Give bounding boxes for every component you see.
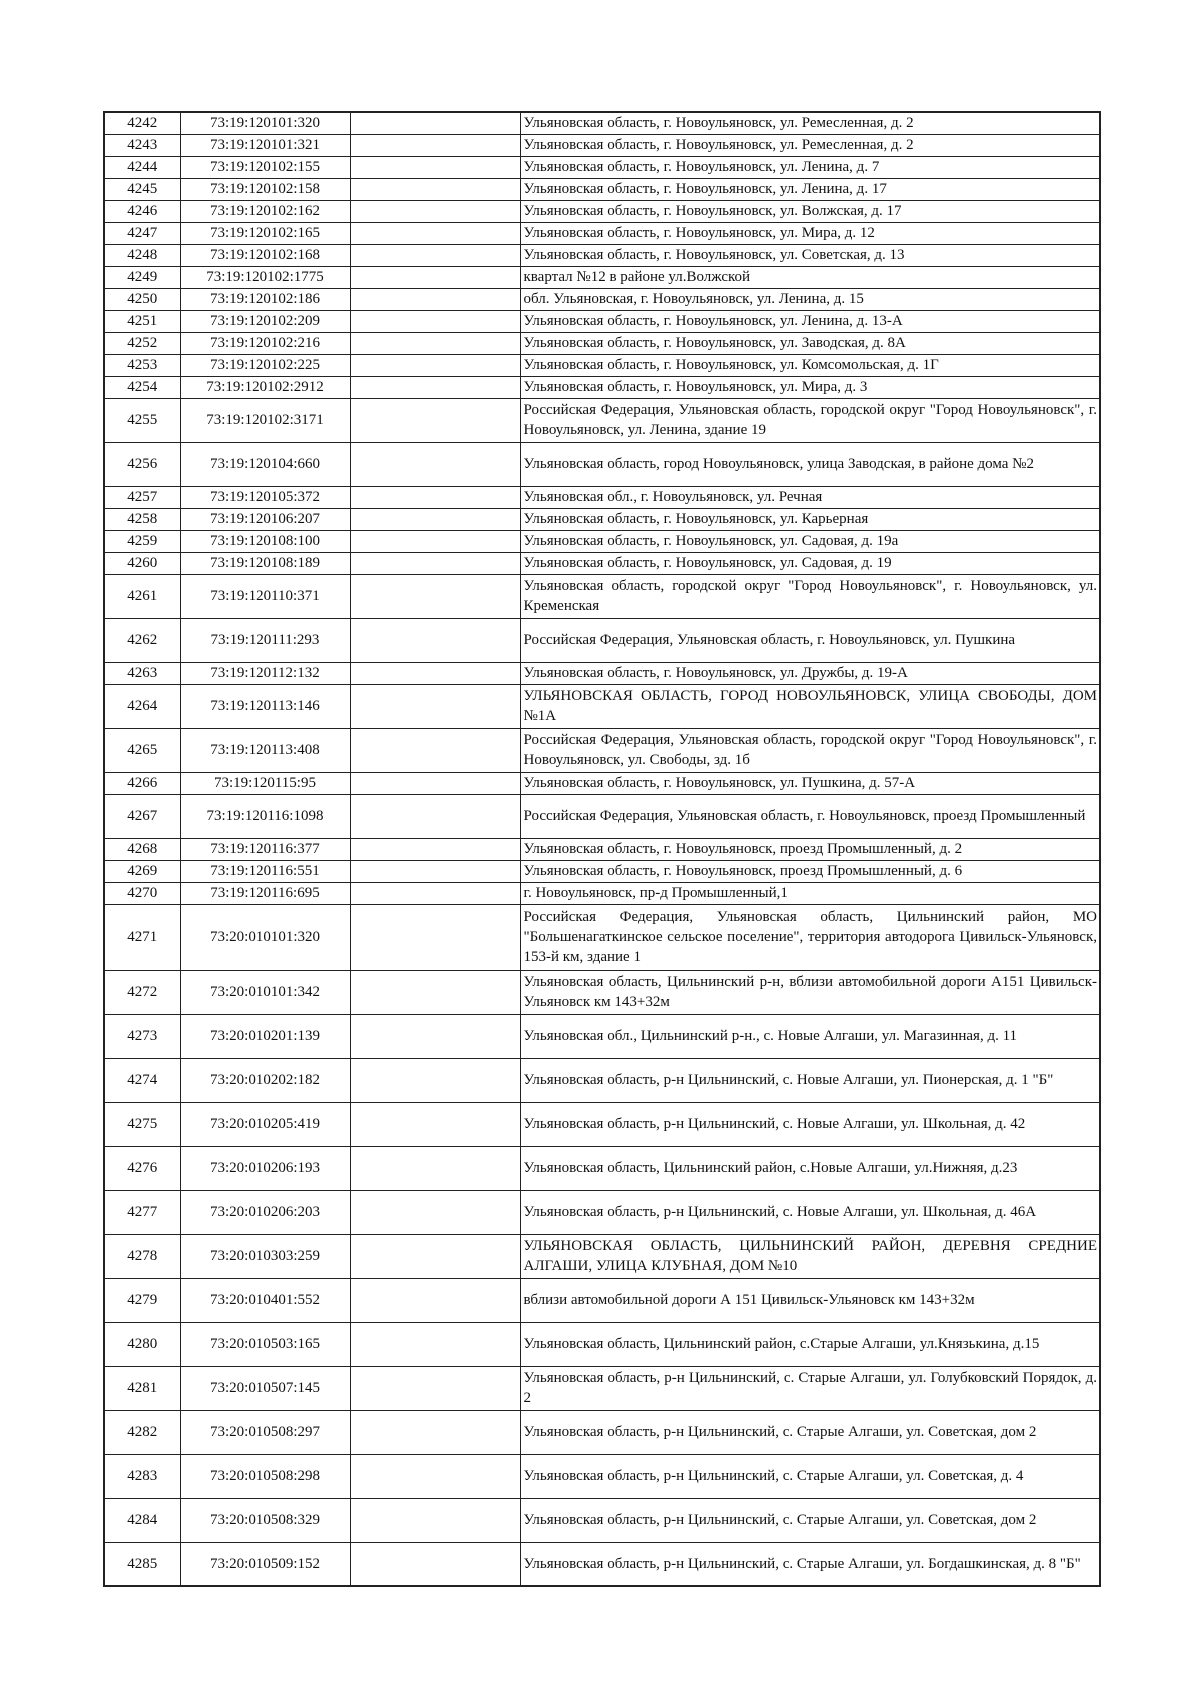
table-row	[104, 1014, 1100, 1058]
address-cell: квартал №12 в районе ул.Волжской	[520, 266, 1100, 288]
row-number-cell: 4279	[104, 1278, 180, 1322]
cadastral-number-cell: 73:19:120102:165	[180, 222, 350, 244]
row-number-cell: 4283	[104, 1454, 180, 1498]
empty-column-cell	[350, 222, 520, 244]
address-cell: Ульяновская область, г. Новоульяновск, ул. Заводская, д. 8А	[520, 332, 1100, 354]
row-number-cell: 4255	[104, 398, 180, 442]
table-row	[104, 1278, 1100, 1322]
cadastral-number-cell: 73:20:010201:139	[180, 1014, 350, 1058]
empty-column-cell	[350, 1146, 520, 1190]
empty-column-cell	[350, 200, 520, 222]
table-row	[104, 838, 1100, 860]
address-cell: Ульяновская область, г. Новоульяновск, ул. Мира, д. 12	[520, 222, 1100, 244]
address-cell: Российская Федерация, Ульяновская область, Цильнинский район, МО "Большенагаткинское сельское поселение", территория автодорога Цивильск-Ульяновск, 153-й км, здание 1	[520, 904, 1100, 970]
table-row	[104, 1102, 1100, 1146]
empty-column-cell	[350, 970, 520, 1014]
row-number-cell: 4242	[104, 112, 180, 134]
cadastral-number-cell: 73:19:120115:95	[180, 772, 350, 794]
cadastral-number-cell: 73:19:120102:186	[180, 288, 350, 310]
address-cell: Российская Федерация, Ульяновская область, г. Новоульяновск, ул. Пушкина	[520, 618, 1100, 662]
address-cell: Ульяновская область, г. Новоульяновск, ул. Садовая, д. 19	[520, 552, 1100, 574]
table-row	[104, 266, 1100, 288]
table-row	[104, 1498, 1100, 1542]
cadastral-number-cell: 73:19:120102:158	[180, 178, 350, 200]
empty-column-cell	[350, 1234, 520, 1278]
address-cell: Ульяновская область, Цильнинский р-н, вблизи автомобильной дороги А151 Цивильск-Ульяновск км 143+32м	[520, 970, 1100, 1014]
address-cell: Российская Федерация, Ульяновская область, г. Новоульяновск, проезд Промышленный	[520, 794, 1100, 838]
address-cell: Ульяновская область, г. Новоульяновск, ул. Советская, д. 13	[520, 244, 1100, 266]
cadastral-number-cell: 73:20:010101:320	[180, 904, 350, 970]
table-row	[104, 1322, 1100, 1366]
empty-column-cell	[350, 794, 520, 838]
row-number-cell: 4248	[104, 244, 180, 266]
empty-column-cell	[350, 860, 520, 882]
address-cell: обл. Ульяновская, г. Новоульяновск, ул. Ленина, д. 15	[520, 288, 1100, 310]
table-row	[104, 684, 1100, 728]
row-number-cell: 4261	[104, 574, 180, 618]
cadastral-number-cell: 73:19:120102:162	[180, 200, 350, 222]
empty-column-cell	[350, 882, 520, 904]
table-row	[104, 508, 1100, 530]
empty-column-cell	[350, 112, 520, 134]
empty-column-cell	[350, 1322, 520, 1366]
row-number-cell: 4243	[104, 134, 180, 156]
table-row	[104, 376, 1100, 398]
row-number-cell: 4263	[104, 662, 180, 684]
table-row	[104, 728, 1100, 772]
row-number-cell: 4275	[104, 1102, 180, 1146]
table-row	[104, 178, 1100, 200]
row-number-cell: 4272	[104, 970, 180, 1014]
empty-column-cell	[350, 442, 520, 486]
table-row	[104, 860, 1100, 882]
table-row	[104, 310, 1100, 332]
cadastral-number-cell: 73:19:120116:377	[180, 838, 350, 860]
cadastral-number-cell: 73:20:010508:298	[180, 1454, 350, 1498]
table-row	[104, 970, 1100, 1014]
cadastral-number-cell: 73:19:120102:225	[180, 354, 350, 376]
row-number-cell: 4270	[104, 882, 180, 904]
table-row	[104, 442, 1100, 486]
row-number-cell: 4266	[104, 772, 180, 794]
empty-column-cell	[350, 1498, 520, 1542]
cadastral-number-cell: 73:19:120101:321	[180, 134, 350, 156]
empty-column-cell	[350, 508, 520, 530]
address-cell: Ульяновская область, р-н Цильнинский, с. Старые Алгаши, ул. Советская, дом 2	[520, 1410, 1100, 1454]
row-number-cell: 4262	[104, 618, 180, 662]
address-cell: Российская Федерация, Ульяновская область, городской округ "Город Новоульяновск", г. Новоульяновск, ул. Свободы, зд. 1б	[520, 728, 1100, 772]
address-cell: Ульяновская область, г. Новоульяновск, ул. Ремесленная, д. 2	[520, 112, 1100, 134]
row-number-cell: 4278	[104, 1234, 180, 1278]
empty-column-cell	[350, 1190, 520, 1234]
cadastral-number-cell: 73:19:120116:695	[180, 882, 350, 904]
cadastral-number-cell: 73:20:010205:419	[180, 1102, 350, 1146]
registry-table-body	[104, 112, 1100, 1586]
cadastral-number-cell: 73:19:120102:1775	[180, 266, 350, 288]
cadastral-number-cell: 73:19:120105:372	[180, 486, 350, 508]
cadastral-number-cell: 73:19:120102:155	[180, 156, 350, 178]
address-cell: Ульяновская область, городской округ "Город Новоульяновск", г. Новоульяновск, ул. Кременская	[520, 574, 1100, 618]
registry-table	[103, 111, 1101, 1587]
row-number-cell: 4280	[104, 1322, 180, 1366]
address-cell: Российская Федерация, Ульяновская область, городской округ "Город Новоульяновск", г. Новоульяновск, ул. Ленина, здание 19	[520, 398, 1100, 442]
address-cell: вблизи автомобильной дороги А 151 Цивильск-Ульяновск км 143+32м	[520, 1278, 1100, 1322]
address-cell: Ульяновская область, г. Новоульяновск, ул. Комсомольская, д. 1Г	[520, 354, 1100, 376]
row-number-cell: 4269	[104, 860, 180, 882]
table-row	[104, 288, 1100, 310]
table-row	[104, 222, 1100, 244]
table-row	[104, 1454, 1100, 1498]
empty-column-cell	[350, 134, 520, 156]
table-row	[104, 244, 1100, 266]
address-cell: Ульяновская область, г. Новоульяновск, проезд Промышленный, д. 6	[520, 860, 1100, 882]
empty-column-cell	[350, 530, 520, 552]
cadastral-number-cell: 73:19:120113:408	[180, 728, 350, 772]
address-cell: Ульяновская область, р-н Цильнинский, с. Старые Алгаши, ул. Советская, дом 2	[520, 1498, 1100, 1542]
address-cell: Ульяновская область, г. Новоульяновск, ул. Ленина, д. 13-А	[520, 310, 1100, 332]
cadastral-number-cell: 73:19:120104:660	[180, 442, 350, 486]
table-row	[104, 882, 1100, 904]
empty-column-cell	[350, 1410, 520, 1454]
address-cell: г. Новоульяновск, пр-д Промышленный,1	[520, 882, 1100, 904]
empty-column-cell	[350, 904, 520, 970]
empty-column-cell	[350, 486, 520, 508]
address-cell: Ульяновская область, р-н Цильнинский, с. Старые Алгаши, ул. Советская, д. 4	[520, 1454, 1100, 1498]
row-number-cell: 4256	[104, 442, 180, 486]
address-cell: Ульяновская область, р-н Цильнинский, с. Новые Алгаши, ул. Школьная, д. 42	[520, 1102, 1100, 1146]
address-cell: Ульяновская область, р-н Цильнинский, с. Новые Алгаши, ул. Пионерская, д. 1 "Б"	[520, 1058, 1100, 1102]
table-row	[104, 552, 1100, 574]
table-row	[104, 1410, 1100, 1454]
empty-column-cell	[350, 1542, 520, 1586]
cadastral-number-cell: 73:19:120102:2912	[180, 376, 350, 398]
table-row	[104, 398, 1100, 442]
cadastral-number-cell: 73:19:120112:132	[180, 662, 350, 684]
table-row	[104, 1058, 1100, 1102]
cadastral-number-cell: 73:19:120108:100	[180, 530, 350, 552]
cadastral-number-cell: 73:20:010101:342	[180, 970, 350, 1014]
cadastral-number-cell: 73:20:010508:329	[180, 1498, 350, 1542]
table-row	[104, 332, 1100, 354]
empty-column-cell	[350, 618, 520, 662]
table-row	[104, 904, 1100, 970]
row-number-cell: 4247	[104, 222, 180, 244]
address-cell: Ульяновская область, р-н Цильнинский, с. Новые Алгаши, ул. Школьная, д. 46А	[520, 1190, 1100, 1234]
empty-column-cell	[350, 1014, 520, 1058]
table-row	[104, 574, 1100, 618]
address-cell: Ульяновская область, г. Новоульяновск, ул. Ленина, д. 17	[520, 178, 1100, 200]
cadastral-number-cell: 73:20:010401:552	[180, 1278, 350, 1322]
table-row	[104, 662, 1100, 684]
empty-column-cell	[350, 354, 520, 376]
row-number-cell: 4245	[104, 178, 180, 200]
row-number-cell: 4250	[104, 288, 180, 310]
cadastral-number-cell: 73:19:120110:371	[180, 574, 350, 618]
table-row	[104, 772, 1100, 794]
address-cell: Ульяновская обл., г. Новоульяновск, ул. Речная	[520, 486, 1100, 508]
row-number-cell: 4246	[104, 200, 180, 222]
cadastral-number-cell: 73:20:010303:259	[180, 1234, 350, 1278]
empty-column-cell	[350, 376, 520, 398]
row-number-cell: 4282	[104, 1410, 180, 1454]
table-row	[104, 1542, 1100, 1586]
row-number-cell: 4251	[104, 310, 180, 332]
row-number-cell: 4265	[104, 728, 180, 772]
address-cell: Ульяновская область, г. Новоульяновск, ул. Карьерная	[520, 508, 1100, 530]
empty-column-cell	[350, 1278, 520, 1322]
row-number-cell: 4267	[104, 794, 180, 838]
row-number-cell: 4276	[104, 1146, 180, 1190]
address-cell: Ульяновская область, Цильнинский район, с.Новые Алгаши, ул.Нижняя, д.23	[520, 1146, 1100, 1190]
empty-column-cell	[350, 662, 520, 684]
table-row	[104, 156, 1100, 178]
table-row	[104, 354, 1100, 376]
address-cell: УЛЬЯНОВСКАЯ ОБЛАСТЬ, ЦИЛЬНИНСКИЙ РАЙОН, ДЕРЕВНЯ СРЕДНИЕ АЛГАШИ, УЛИЦА КЛУБНАЯ, ДОМ №10	[520, 1234, 1100, 1278]
cadastral-number-cell: 73:19:120116:551	[180, 860, 350, 882]
empty-column-cell	[350, 244, 520, 266]
row-number-cell: 4277	[104, 1190, 180, 1234]
empty-column-cell	[350, 1102, 520, 1146]
address-cell: Ульяновская обл., Цильнинский р-н., с. Новые Алгаши, ул. Магазинная, д. 11	[520, 1014, 1100, 1058]
cadastral-number-cell: 73:20:010202:182	[180, 1058, 350, 1102]
row-number-cell: 4274	[104, 1058, 180, 1102]
address-cell: Ульяновская область, Цильнинский район, с.Старые Алгаши, ул.Князькина, д.15	[520, 1322, 1100, 1366]
row-number-cell: 4253	[104, 354, 180, 376]
address-cell: Ульяновская область, г. Новоульяновск, ул. Ленина, д. 7	[520, 156, 1100, 178]
table-row	[104, 1146, 1100, 1190]
cadastral-number-cell: 73:19:120113:146	[180, 684, 350, 728]
row-number-cell: 4264	[104, 684, 180, 728]
row-number-cell: 4254	[104, 376, 180, 398]
cadastral-number-cell: 73:19:120106:207	[180, 508, 350, 530]
empty-column-cell	[350, 1454, 520, 1498]
table-row	[104, 1366, 1100, 1410]
table-row	[104, 1234, 1100, 1278]
empty-column-cell	[350, 332, 520, 354]
cadastral-number-cell: 73:20:010503:165	[180, 1322, 350, 1366]
cadastral-number-cell: 73:19:120101:320	[180, 112, 350, 134]
empty-column-cell	[350, 398, 520, 442]
row-number-cell: 4257	[104, 486, 180, 508]
row-number-cell: 4268	[104, 838, 180, 860]
empty-column-cell	[350, 552, 520, 574]
empty-column-cell	[350, 1366, 520, 1410]
address-cell: Ульяновская область, г. Новоульяновск, проезд Промышленный, д. 2	[520, 838, 1100, 860]
cadastral-number-cell: 73:19:120111:293	[180, 618, 350, 662]
row-number-cell: 4252	[104, 332, 180, 354]
cadastral-number-cell: 73:19:120108:189	[180, 552, 350, 574]
empty-column-cell	[350, 574, 520, 618]
cadastral-number-cell: 73:19:120102:216	[180, 332, 350, 354]
table-row	[104, 134, 1100, 156]
empty-column-cell	[350, 838, 520, 860]
row-number-cell: 4249	[104, 266, 180, 288]
table-row	[104, 794, 1100, 838]
address-cell: Ульяновская область, г. Новоульяновск, ул. Пушкина, д. 57-А	[520, 772, 1100, 794]
empty-column-cell	[350, 178, 520, 200]
empty-column-cell	[350, 288, 520, 310]
row-number-cell: 4281	[104, 1366, 180, 1410]
table-row	[104, 618, 1100, 662]
table-row	[104, 112, 1100, 134]
cadastral-number-cell: 73:20:010509:152	[180, 1542, 350, 1586]
empty-column-cell	[350, 772, 520, 794]
cadastral-number-cell: 73:19:120102:209	[180, 310, 350, 332]
address-cell: Ульяновская область, р-н Цильнинский, с. Старые Алгаши, ул. Богдашкинская, д. 8 "Б"	[520, 1542, 1100, 1586]
cadastral-number-cell: 73:20:010507:145	[180, 1366, 350, 1410]
table-row	[104, 1190, 1100, 1234]
address-cell: Ульяновская область, г. Новоульяновск, ул. Ремесленная, д. 2	[520, 134, 1100, 156]
empty-column-cell	[350, 728, 520, 772]
empty-column-cell	[350, 684, 520, 728]
empty-column-cell	[350, 266, 520, 288]
row-number-cell: 4284	[104, 1498, 180, 1542]
address-cell: Ульяновская область, г. Новоульяновск, ул. Мира, д. 3	[520, 376, 1100, 398]
empty-column-cell	[350, 310, 520, 332]
address-cell: Ульяновская область, г. Новоульяновск, ул. Волжская, д. 17	[520, 200, 1100, 222]
row-number-cell: 4259	[104, 530, 180, 552]
table-row	[104, 200, 1100, 222]
empty-column-cell	[350, 1058, 520, 1102]
cadastral-number-cell: 73:20:010508:297	[180, 1410, 350, 1454]
cadastral-number-cell: 73:20:010206:203	[180, 1190, 350, 1234]
cadastral-number-cell: 73:19:120102:168	[180, 244, 350, 266]
address-cell: Ульяновская область, г. Новоульяновск, ул. Садовая, д. 19а	[520, 530, 1100, 552]
address-cell: УЛЬЯНОВСКАЯ ОБЛАСТЬ, ГОРОД НОВОУЛЬЯНОВСК, УЛИЦА СВОБОДЫ, ДОМ №1А	[520, 684, 1100, 728]
row-number-cell: 4258	[104, 508, 180, 530]
row-number-cell: 4271	[104, 904, 180, 970]
empty-column-cell	[350, 156, 520, 178]
table-row	[104, 486, 1100, 508]
row-number-cell: 4244	[104, 156, 180, 178]
address-cell: Ульяновская область, г. Новоульяновск, ул. Дружбы, д. 19-А	[520, 662, 1100, 684]
row-number-cell: 4273	[104, 1014, 180, 1058]
cadastral-number-cell: 73:19:120102:3171	[180, 398, 350, 442]
row-number-cell: 4285	[104, 1542, 180, 1586]
cadastral-number-cell: 73:20:010206:193	[180, 1146, 350, 1190]
address-cell: Ульяновская область, город Новоульяновск, улица Заводская, в районе дома №2	[520, 442, 1100, 486]
address-cell: Ульяновская область, р-н Цильнинский, с. Старые Алгаши, ул. Голубковский Порядок, д. 2	[520, 1366, 1100, 1410]
cadastral-number-cell: 73:19:120116:1098	[180, 794, 350, 838]
document-page	[103, 111, 1099, 1587]
row-number-cell: 4260	[104, 552, 180, 574]
table-row	[104, 530, 1100, 552]
